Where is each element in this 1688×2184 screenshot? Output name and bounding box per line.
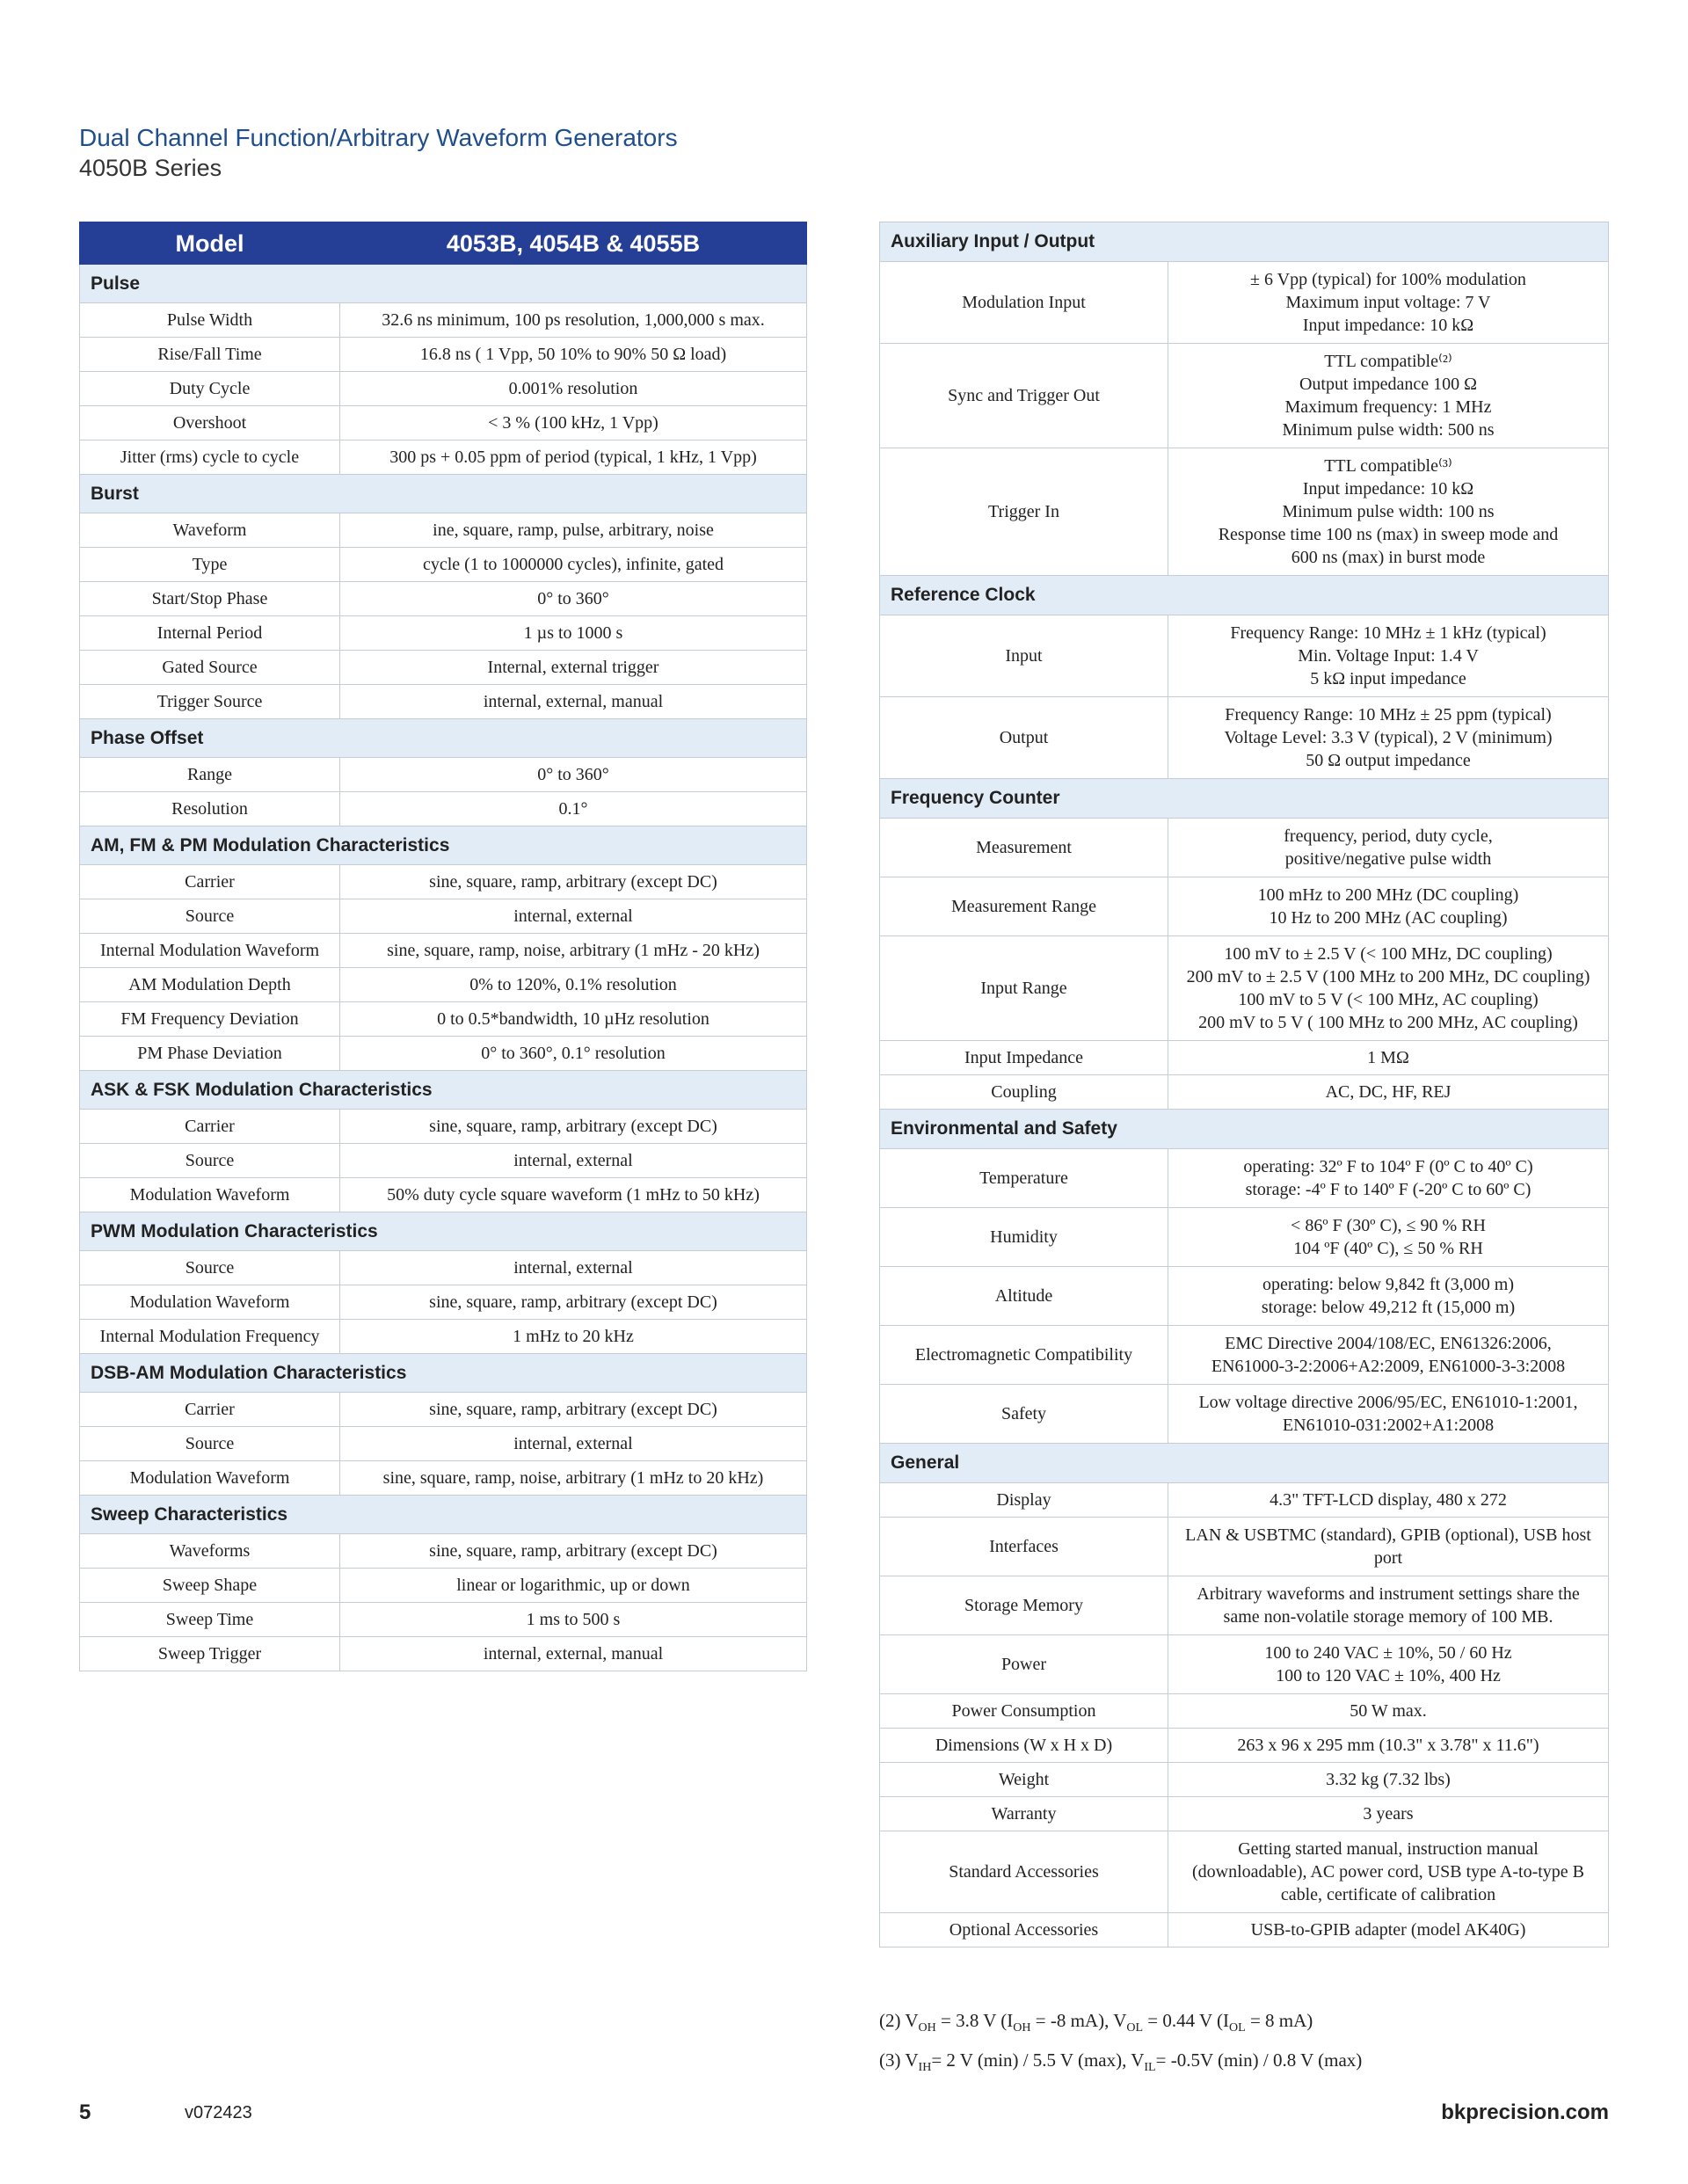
spec-label: Input Impedance (880, 1041, 1168, 1075)
spec-value-line: 3 years (1363, 1804, 1414, 1824)
table-row (880, 1635, 1609, 1694)
spec-label: Carrier (80, 1110, 340, 1144)
table-row (880, 262, 1609, 344)
spec-label: Start/Stop Phase (80, 582, 340, 616)
spec-value (1168, 1149, 1609, 1208)
spec-value-line: Frequency Range: 10 MHz ± 1 kHz (typical) (1230, 623, 1546, 643)
spec-value-line: Min. Voltage Input: 1.4 V (1298, 646, 1479, 666)
table-row (880, 1208, 1609, 1267)
spec-value (1168, 1518, 1609, 1576)
spec-label: Warranty (880, 1797, 1168, 1831)
spec-value-line: EN61010-031:2002+A1:2008 (1282, 1416, 1495, 1435)
table-row (80, 372, 807, 406)
table-row (80, 651, 807, 685)
spec-value (340, 1002, 807, 1037)
spec-label: Weight (880, 1763, 1168, 1797)
spec-value-line: 200 mV to 5 V ( 100 MHz to 200 MHz, AC coupling) (1198, 1013, 1578, 1032)
spec-label: Power Consumption (880, 1694, 1168, 1729)
spec-value (340, 968, 807, 1002)
section-title: Frequency Counter (880, 779, 1609, 819)
spec-value-line: EMC Directive 2004/108/EC, EN61326:2006, (1225, 1334, 1552, 1353)
spec-value-line: sine, square, ramp, arbitrary (except DC) (429, 1117, 717, 1136)
table-row (80, 792, 807, 826)
spec-value (340, 758, 807, 792)
spec-value (340, 1144, 807, 1178)
spec-label: Measurement (880, 819, 1168, 877)
spec-value-line: cycle (1 to 1000000 cycles), infinite, gated (422, 555, 724, 574)
spec-value-line: Voltage Level: 3.3 V (typical), 2 V (minimum) (1224, 728, 1553, 747)
table-row (880, 697, 1609, 779)
spec-label: Source (80, 1427, 340, 1461)
spec-value-line: linear or logarithmic, up or down (456, 1576, 690, 1595)
spec-value (1168, 697, 1609, 779)
section-title: Pulse (80, 265, 807, 303)
section-title: DSB-AM Modulation Characteristics (80, 1354, 807, 1393)
spec-value (1168, 615, 1609, 697)
table-row (80, 1285, 807, 1320)
table-row (80, 1637, 807, 1671)
spec-value-line: cable, certificate of calibration (1280, 1885, 1496, 1904)
spec-value-line: storage: -4º F to 140º F (-20º C to 60º C) (1245, 1180, 1532, 1199)
table-row (80, 1393, 807, 1427)
page-number: 5 (79, 2100, 91, 2124)
spec-label: Dimensions (W x H x D) (880, 1729, 1168, 1763)
table-row (880, 936, 1609, 1041)
spec-value-line: < 86º F (30º C), ≤ 90 % RH (1291, 1216, 1486, 1235)
spec-label: Input (880, 615, 1168, 697)
table-row (880, 1831, 1609, 1913)
spec-label: Gated Source (80, 651, 340, 685)
section-title: PWM Modulation Characteristics (80, 1212, 807, 1251)
spec-label: Electromagnetic Compatibility (880, 1326, 1168, 1385)
spec-label: Interfaces (880, 1518, 1168, 1576)
section-title: Phase Offset (80, 719, 807, 758)
spec-label: Modulation Waveform (80, 1178, 340, 1212)
spec-value (1168, 819, 1609, 877)
table-row (880, 877, 1609, 936)
page-header (79, 123, 678, 183)
spec-label: Range (80, 758, 340, 792)
footnotes (879, 2005, 1362, 2084)
spec-value-line: internal, external (513, 1258, 633, 1278)
table-row (880, 1913, 1609, 1947)
spec-label: PM Phase Deviation (80, 1037, 340, 1071)
spec-value (340, 899, 807, 934)
spec-value (1168, 1041, 1609, 1075)
spec-value (1168, 1267, 1609, 1326)
spec-value-line: storage: below 49,212 ft (15,000 m) (1261, 1298, 1516, 1317)
spec-value (1168, 1729, 1609, 1763)
spec-value (1168, 1208, 1609, 1267)
spec-label: Modulation Waveform (80, 1461, 340, 1496)
spec-label: Source (80, 899, 340, 934)
section-header (880, 576, 1609, 615)
footnote-2: (2) $V_{OH} = 3.8$ V ($I_{OH} = -8$ mA), $V_{OL} = 0.44$ V ($I_{OL} = 8$ mA) (879, 2010, 1313, 2035)
section-header (80, 1354, 807, 1393)
table-row (80, 1037, 807, 1071)
spec-value (1168, 877, 1609, 936)
table-row (880, 448, 1609, 576)
spec-value-line: Maximum frequency: 1 MHz (1284, 397, 1492, 417)
spec-label: AM Modulation Depth (80, 968, 340, 1002)
spec-value (1168, 1326, 1609, 1385)
section-title: Auxiliary Input / Output (880, 222, 1609, 262)
spec-value-line: sine, square, ramp, noise, arbitrary (1 mHz - 20 kHz) (387, 941, 760, 960)
table-row (80, 1569, 807, 1603)
left-spec-table (79, 222, 807, 1671)
section-header (880, 1110, 1609, 1149)
spec-value (340, 685, 807, 719)
table-row (880, 1075, 1609, 1110)
spec-value (1168, 1694, 1609, 1729)
spec-label: Safety (880, 1385, 1168, 1444)
spec-value-line: Response time 100 ns (max) in sweep mode and (1218, 525, 1559, 544)
spec-value-line: Input impedance: 10 kΩ (1302, 316, 1474, 335)
spec-label: Duty Cycle (80, 372, 340, 406)
spec-value (340, 865, 807, 899)
table-row (80, 685, 807, 719)
spec-value (340, 651, 807, 685)
spec-label: Measurement Range (880, 877, 1168, 936)
spec-label: Coupling (880, 1075, 1168, 1110)
document-title: Dual Channel Function/Arbitrary Waveform Generators (79, 124, 678, 151)
spec-value (340, 792, 807, 826)
spec-value-line: 10 Hz to 200 MHz (AC coupling) (1269, 908, 1508, 928)
spec-value (1168, 1913, 1609, 1947)
spec-label: Sweep Trigger (80, 1637, 340, 1671)
section-header (80, 265, 807, 303)
spec-label: Waveform (80, 513, 340, 548)
table-row (80, 1178, 807, 1212)
spec-value-line: Arbitrary waveforms and instrument settings share the (1197, 1584, 1580, 1604)
table-row (80, 1251, 807, 1285)
spec-value-line: 0° to 360°, 0.1° resolution (481, 1044, 666, 1063)
spec-value (340, 582, 807, 616)
spec-value-line: internal, external (513, 1434, 633, 1453)
spec-value (340, 338, 807, 372)
table-row (880, 615, 1609, 697)
table-row (80, 1110, 807, 1144)
spec-label: Trigger In (880, 448, 1168, 576)
spec-value-line: 0° to 360° (537, 765, 609, 784)
table-row (80, 1603, 807, 1637)
table-row (880, 1385, 1609, 1444)
table-row (880, 1267, 1609, 1326)
model-label: Model (80, 222, 340, 265)
spec-label: Internal Modulation Frequency (80, 1320, 340, 1354)
table-row (880, 1326, 1609, 1385)
spec-value-line: 1 MΩ (1367, 1048, 1409, 1067)
spec-value-line: USB-to-GPIB adapter (model AK40G) (1250, 1920, 1526, 1940)
spec-label: Jitter (rms) cycle to cycle (80, 440, 340, 475)
spec-value (340, 1285, 807, 1320)
spec-value (340, 406, 807, 440)
spec-value (340, 513, 807, 548)
spec-value-line: 0 to 0.5*bandwidth, 10 µHz resolution (437, 1009, 709, 1029)
model-header-row (80, 222, 807, 265)
spec-value-line: Input impedance: 10 kΩ (1302, 479, 1474, 499)
spec-value-line: 100 to 240 VAC ± 10%, 50 / 60 Hz (1264, 1643, 1512, 1663)
spec-value-line: 100 mV to 5 V (< 100 MHz, AC coupling) (1238, 990, 1539, 1009)
table-row (880, 1729, 1609, 1763)
table-row (80, 899, 807, 934)
table-row (80, 616, 807, 651)
spec-value-line: sine, square, ramp, arbitrary (except DC) (429, 1400, 717, 1419)
spec-value-line: 0.001% resolution (508, 379, 638, 398)
spec-value-line: (downloadable), AC power cord, USB type A-to-type B (1191, 1862, 1585, 1882)
spec-label: Overshoot (80, 406, 340, 440)
spec-value (1168, 1831, 1609, 1913)
table-row (880, 1483, 1609, 1518)
spec-value-line: 50 Ω output impedance (1306, 751, 1471, 770)
spec-value-line: 100 mHz to 200 MHz (DC coupling) (1257, 885, 1519, 905)
table-row (80, 440, 807, 475)
spec-value (340, 372, 807, 406)
spec-value (340, 1427, 807, 1461)
spec-value-line: TTL compatible⁽³⁾ (1324, 456, 1452, 476)
spec-value (1168, 448, 1609, 576)
spec-value-line: 1 mHz to 20 kHz (513, 1327, 634, 1346)
table-row (80, 934, 807, 968)
spec-value-line: 32.6 ns minimum, 100 ps resolution, 1,000,000 s max. (382, 310, 765, 330)
spec-value-line: 100 to 120 VAC ± 10%, 400 Hz (1276, 1666, 1501, 1685)
section-header (80, 719, 807, 758)
spec-value-line: 0° to 360° (537, 589, 609, 608)
spec-value-line: Getting started manual, instruction manual (1238, 1839, 1539, 1859)
table-row (80, 1144, 807, 1178)
spec-value-line: 0% to 120%, 0.1% resolution (469, 975, 677, 994)
spec-value-line: Minimum pulse width: 500 ns (1282, 420, 1495, 440)
spec-value (1168, 1576, 1609, 1635)
spec-value (1168, 1483, 1609, 1518)
spec-value (340, 616, 807, 651)
spec-value-line: 600 ns (max) in burst mode (1291, 548, 1486, 567)
section-header (80, 1496, 807, 1534)
spec-value-line: operating: 32º F to 104º F (0º C to 40º C) (1243, 1157, 1533, 1176)
spec-label: Modulation Waveform (80, 1285, 340, 1320)
spec-value (340, 1110, 807, 1144)
table-row (880, 1763, 1609, 1797)
section-header (80, 475, 807, 513)
table-row (80, 1461, 807, 1496)
spec-value (340, 303, 807, 338)
spec-label: Altitude (880, 1267, 1168, 1326)
spec-value-line: Output impedance 100 Ω (1299, 375, 1478, 394)
spec-label: Internal Modulation Waveform (80, 934, 340, 968)
spec-value-line: 200 mV to ± 2.5 V (100 MHz to 200 MHz, DC coupling) (1186, 967, 1590, 986)
spec-label: Standard Accessories (880, 1831, 1168, 1913)
footnote-3: (3) $V_{IH}= 2$ V (min) / 5.5 V (max), $V_{IL}= -0.5V$ (min) / 0.8 V (max) (879, 2049, 1363, 2075)
spec-label: Pulse Width (80, 303, 340, 338)
spec-value-line: 0.1° (558, 799, 588, 819)
spec-label: Type (80, 548, 340, 582)
section-title: Environmental and Safety (880, 1110, 1609, 1149)
table-row (80, 1320, 807, 1354)
spec-label: Power (880, 1635, 1168, 1694)
spec-value-line: frequency, period, duty cycle, (1284, 826, 1493, 846)
spec-value-line: positive/negative pulse width (1284, 849, 1492, 869)
spec-value-line: Maximum input voltage: 7 V (1285, 293, 1491, 312)
table-row (80, 1427, 807, 1461)
section-header (880, 1444, 1609, 1483)
spec-value-line: 1 µs to 1000 s (523, 623, 623, 643)
spec-label: Modulation Input (880, 262, 1168, 344)
table-row (880, 1694, 1609, 1729)
table-row (80, 582, 807, 616)
spec-value-line: sine, square, ramp, arbitrary (except DC) (429, 1292, 717, 1312)
table-row (80, 1534, 807, 1569)
spec-value (340, 1603, 807, 1637)
section-header (80, 826, 807, 865)
right-spec-table (879, 222, 1609, 1947)
spec-value-line: 300 ps + 0.05 ppm of period (typical, 1 kHz, 1 Vpp) (389, 448, 757, 467)
spec-label: Rise/Fall Time (80, 338, 340, 372)
spec-value (340, 1461, 807, 1496)
spec-value-line: Low voltage directive 2006/95/EC, EN61010-1:2001, (1198, 1393, 1578, 1412)
spec-value-line: < 3 % (100 kHz, 1 Vpp) (488, 413, 658, 433)
spec-value-line: internal, external (513, 1151, 633, 1170)
spec-label: Waveforms (80, 1534, 340, 1569)
section-title: Burst (80, 475, 807, 513)
spec-label: Storage Memory (880, 1576, 1168, 1635)
spec-label: Carrier (80, 865, 340, 899)
spec-value-line: port (1373, 1548, 1403, 1568)
spec-value-line: ine, square, ramp, pulse, arbitrary, noise (433, 521, 714, 540)
table-row (80, 513, 807, 548)
section-title: ASK & FSK Modulation Characteristics (80, 1071, 807, 1110)
spec-label: Carrier (80, 1393, 340, 1427)
table-row (880, 819, 1609, 877)
spec-value-line: 16.8 ns ( 1 Vpp, 50 10% to 90% 50 Ω load) (419, 345, 727, 364)
spec-value-line: 50 W max. (1350, 1701, 1427, 1721)
spec-value-line: EN61000-3-2:2006+A2:2009, EN61000-3-3:2008 (1211, 1357, 1566, 1376)
spec-value (1168, 1763, 1609, 1797)
section-title: General (880, 1444, 1609, 1483)
spec-value (340, 1637, 807, 1671)
spec-value (1168, 1385, 1609, 1444)
spec-label: Trigger Source (80, 685, 340, 719)
spec-value-line: internal, external, manual (483, 1644, 664, 1663)
table-row (880, 344, 1609, 448)
spec-label: Humidity (880, 1208, 1168, 1267)
spec-value-line: 3.32 kg (7.32 lbs) (1326, 1770, 1451, 1789)
spec-label: Sync and Trigger Out (880, 344, 1168, 448)
spec-label: Sweep Time (80, 1603, 340, 1637)
section-title: Reference Clock (880, 576, 1609, 615)
spec-value-line: AC, DC, HF, REJ (1325, 1082, 1452, 1102)
spec-label: Input Range (880, 936, 1168, 1041)
website-link[interactable]: bkprecision.com (1441, 2100, 1609, 2124)
spec-value-line: internal, external (513, 906, 633, 926)
spec-label: Output (880, 697, 1168, 779)
table-row (80, 968, 807, 1002)
spec-value (340, 934, 807, 968)
spec-label: Resolution (80, 792, 340, 826)
spec-label: Sweep Shape (80, 1569, 340, 1603)
spec-value-line: 1 ms to 500 s (526, 1610, 621, 1629)
section-header (880, 779, 1609, 819)
spec-value-line: 100 mV to ± 2.5 V (< 100 MHz, DC coupling) (1224, 944, 1553, 964)
spec-value-line: internal, external, manual (483, 692, 664, 711)
spec-value-line: sine, square, ramp, arbitrary (except DC) (429, 872, 717, 892)
spec-value (340, 440, 807, 475)
spec-label: Optional Accessories (880, 1913, 1168, 1947)
table-row (880, 1041, 1609, 1075)
table-row (80, 1002, 807, 1037)
spec-value (1168, 344, 1609, 448)
spec-value-line: 5 kΩ input impedance (1310, 669, 1466, 688)
spec-label: Source (80, 1144, 340, 1178)
spec-value-line: 263 x 96 x 295 mm (10.3" x 3.78" x 11.6") (1237, 1736, 1539, 1755)
version-code: v072423 (185, 2103, 252, 2122)
spec-value (340, 1320, 807, 1354)
spec-label: Source (80, 1251, 340, 1285)
spec-label: Display (880, 1483, 1168, 1518)
model-value: 4053B, 4054B & 4055B (340, 222, 807, 265)
table-row (80, 865, 807, 899)
spec-value (1168, 936, 1609, 1041)
spec-value (340, 1569, 807, 1603)
document-subtitle: 4050B Series (79, 155, 222, 181)
spec-value (340, 1251, 807, 1285)
spec-value-line: sine, square, ramp, arbitrary (except DC) (429, 1541, 717, 1561)
spec-value (1168, 1075, 1609, 1110)
spec-value-line: operating: below 9,842 ft (3,000 m) (1262, 1275, 1515, 1294)
table-row (880, 1518, 1609, 1576)
table-row (80, 758, 807, 792)
spec-label: Internal Period (80, 616, 340, 651)
section-header (80, 1071, 807, 1110)
spec-value (340, 1178, 807, 1212)
spec-value (1168, 1635, 1609, 1694)
section-header (880, 222, 1609, 262)
section-title: Sweep Characteristics (80, 1496, 807, 1534)
spec-value-line: 4.3" TFT-LCD display, 480 x 272 (1270, 1490, 1507, 1510)
table-row (80, 338, 807, 372)
spec-value (340, 1393, 807, 1427)
spec-value-line: 104 ºF (40º C), ≤ 50 % RH (1293, 1239, 1483, 1258)
section-title: AM, FM & PM Modulation Characteristics (80, 826, 807, 865)
spec-label: Temperature (880, 1149, 1168, 1208)
section-header (80, 1212, 807, 1251)
spec-label: FM Frequency Deviation (80, 1002, 340, 1037)
spec-value (340, 1534, 807, 1569)
table-row (880, 1576, 1609, 1635)
spec-value-line: sine, square, ramp, noise, arbitrary (1 mHz to 20 kHz) (382, 1468, 764, 1488)
table-row (880, 1149, 1609, 1208)
spec-value-line: ± 6 Vpp (typical) for 100% modulation (1250, 270, 1526, 289)
table-row (80, 406, 807, 440)
spec-value-line: Internal, external trigger (487, 658, 659, 677)
table-row (80, 548, 807, 582)
spec-value (340, 1037, 807, 1071)
spec-value-line: Frequency Range: 10 MHz ± 25 ppm (typical) (1225, 705, 1552, 724)
spec-value-line: TTL compatible⁽²⁾ (1324, 352, 1452, 371)
spec-value-line: Minimum pulse width: 100 ns (1282, 502, 1495, 521)
spec-value (340, 548, 807, 582)
table-row (80, 303, 807, 338)
spec-value-line: 50% duty cycle square waveform (1 mHz to 50 kHz) (387, 1185, 760, 1205)
spec-value-line: LAN & USBTMC (standard), GPIB (optional), USB host (1185, 1525, 1591, 1545)
table-row (880, 1797, 1609, 1831)
spec-value (1168, 1797, 1609, 1831)
spec-value-line: same non-volatile storage memory of 100 MB. (1223, 1607, 1553, 1627)
spec-value (1168, 262, 1609, 344)
